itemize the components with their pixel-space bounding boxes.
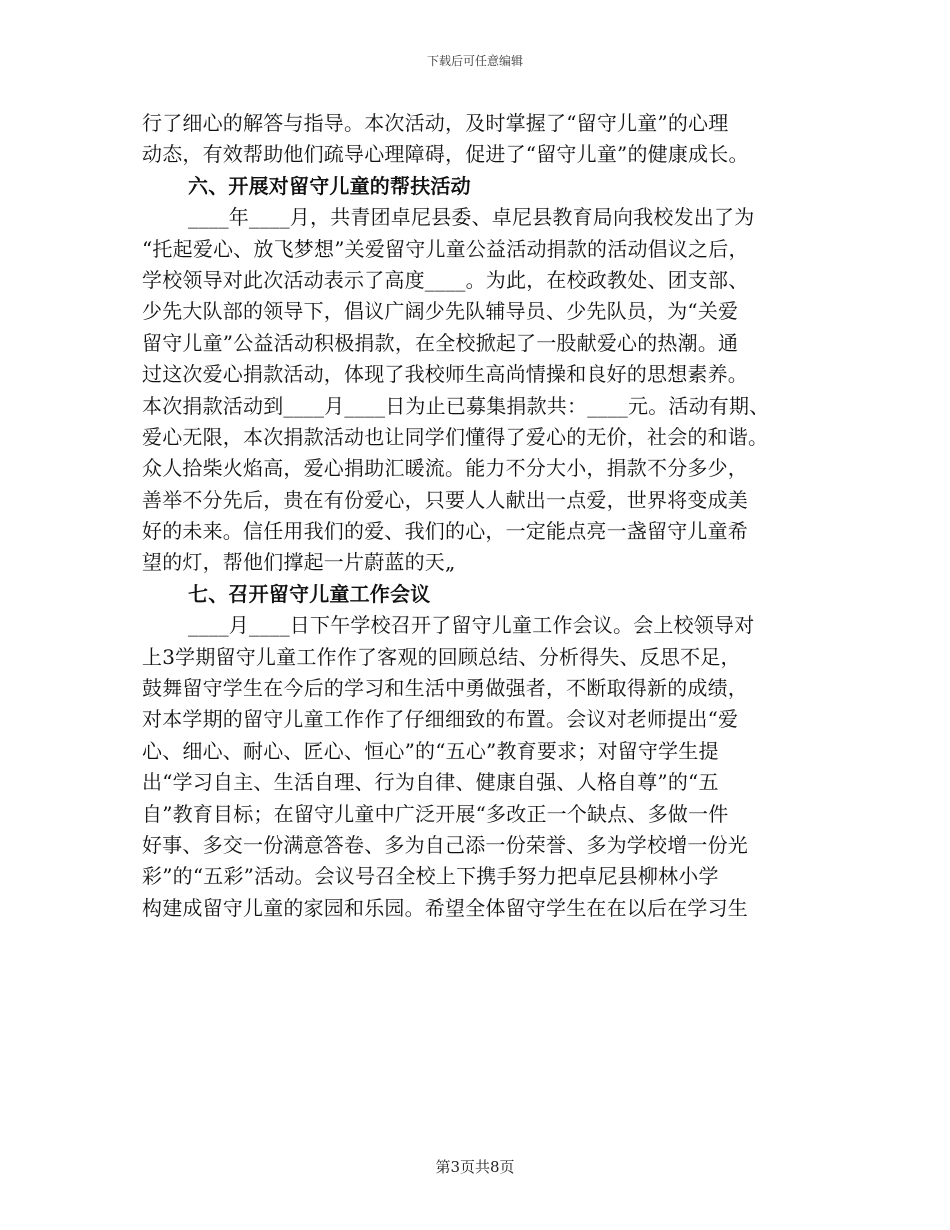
body-line: 动态，有效帮助他们疏导心理障碍，促进了“留守儿童”的健康成长。 [142,142,749,167]
body-line: 爱心无限，本次捐款活动也让同学们懂得了爱心的无价，社会的和谐。 [142,424,769,449]
body-line: 构建成留守儿童的家园和乐园。希望全体留守学生在在以后在学习生 [142,895,748,920]
body-line: 善举不分先后，贵在有份爱心，只要人人献出一点爱，世界将变成美 [142,487,748,512]
section-heading: 七、召开留守儿童工作会议 [188,581,431,606]
body-line: 出“学习自主、生活自理、行为自律、健康自强、人格自尊”的“五 [142,770,719,795]
body-line: 学校领导对此次活动表示了高度____。为此，在校政教处、团支部、 [142,267,749,292]
paragraph-first-line: ____年____月，共青团卓尼县委、卓尼县教育局向我校发出了为 [188,205,755,230]
document-body [142,108,812,924]
body-line: 对本学期的留守儿童工作作了仔细细致的布置。会议对老师提出“爱 [142,707,739,732]
body-line: 过这次爱心捐款活动，体现了我校师生高尚情操和良好的思想素养。 [142,362,748,387]
body-line: 鼓舞留守学生在今后的学习和生活中勇做强者，不断取得新的成绩， [142,676,748,701]
page-footer: 第3页共8页 [435,1158,515,1176]
body-line: 上3学期留守儿童工作作了客观的回顾总结、分析得失、反思不足， [142,644,741,669]
body-line: 好的未来。信任用我们的爱、我们的心，一定能点亮一盏留守儿童希 [142,519,748,544]
body-line: 本次捐款活动到____月____日为止已募集捐款共：____元。活动有期、 [142,393,770,418]
section-heading: 六、开展对留守儿童的帮扶活动 [188,173,471,198]
body-line: 少先大队部的领导下，倡议广阔少先队辅导员、少先队员，为“关爱 [142,299,739,324]
body-line: 众人拾柴火焰高，爱心捐助汇暖流。能力不分大小，捐款不分多少， [142,456,748,481]
body-line: 心、细心、耐心、匠心、恒心”的“五心”教育要求；对留守学生提 [142,738,719,763]
page-header: 下载后可任意编辑 [426,54,523,68]
body-line: 好事、多交一份满意答卷、多为自己添一份荣誉、多为学校增一份光 [142,832,748,857]
paragraph-first-line: ____月____日下午学校召开了留守儿童工作会议。会上校领导对 [188,613,755,638]
body-line: 留守儿童”公益活动积极捐款，在全校掀起了一股献爱心的热潮。通 [142,330,739,355]
body-line: 彩”的“五彩”活动。会议号召全校上下携手努力把卓尼县柳林小学 [142,864,719,889]
body-line: 行了细心的解答与指导。本次活动，及时掌握了“留守儿童”的心理 [142,111,729,135]
body-line: “托起爱心、放飞梦想”关爱留守儿童公益活动捐款的活动倡议之后， [142,236,749,261]
body-line: 自”教育目标；在留守儿童中广泛开展“多改正一个缺点、多做一件 [142,801,729,826]
body-line: 望的灯，帮他们撑起一片蔚蓝的天„ [142,550,456,575]
